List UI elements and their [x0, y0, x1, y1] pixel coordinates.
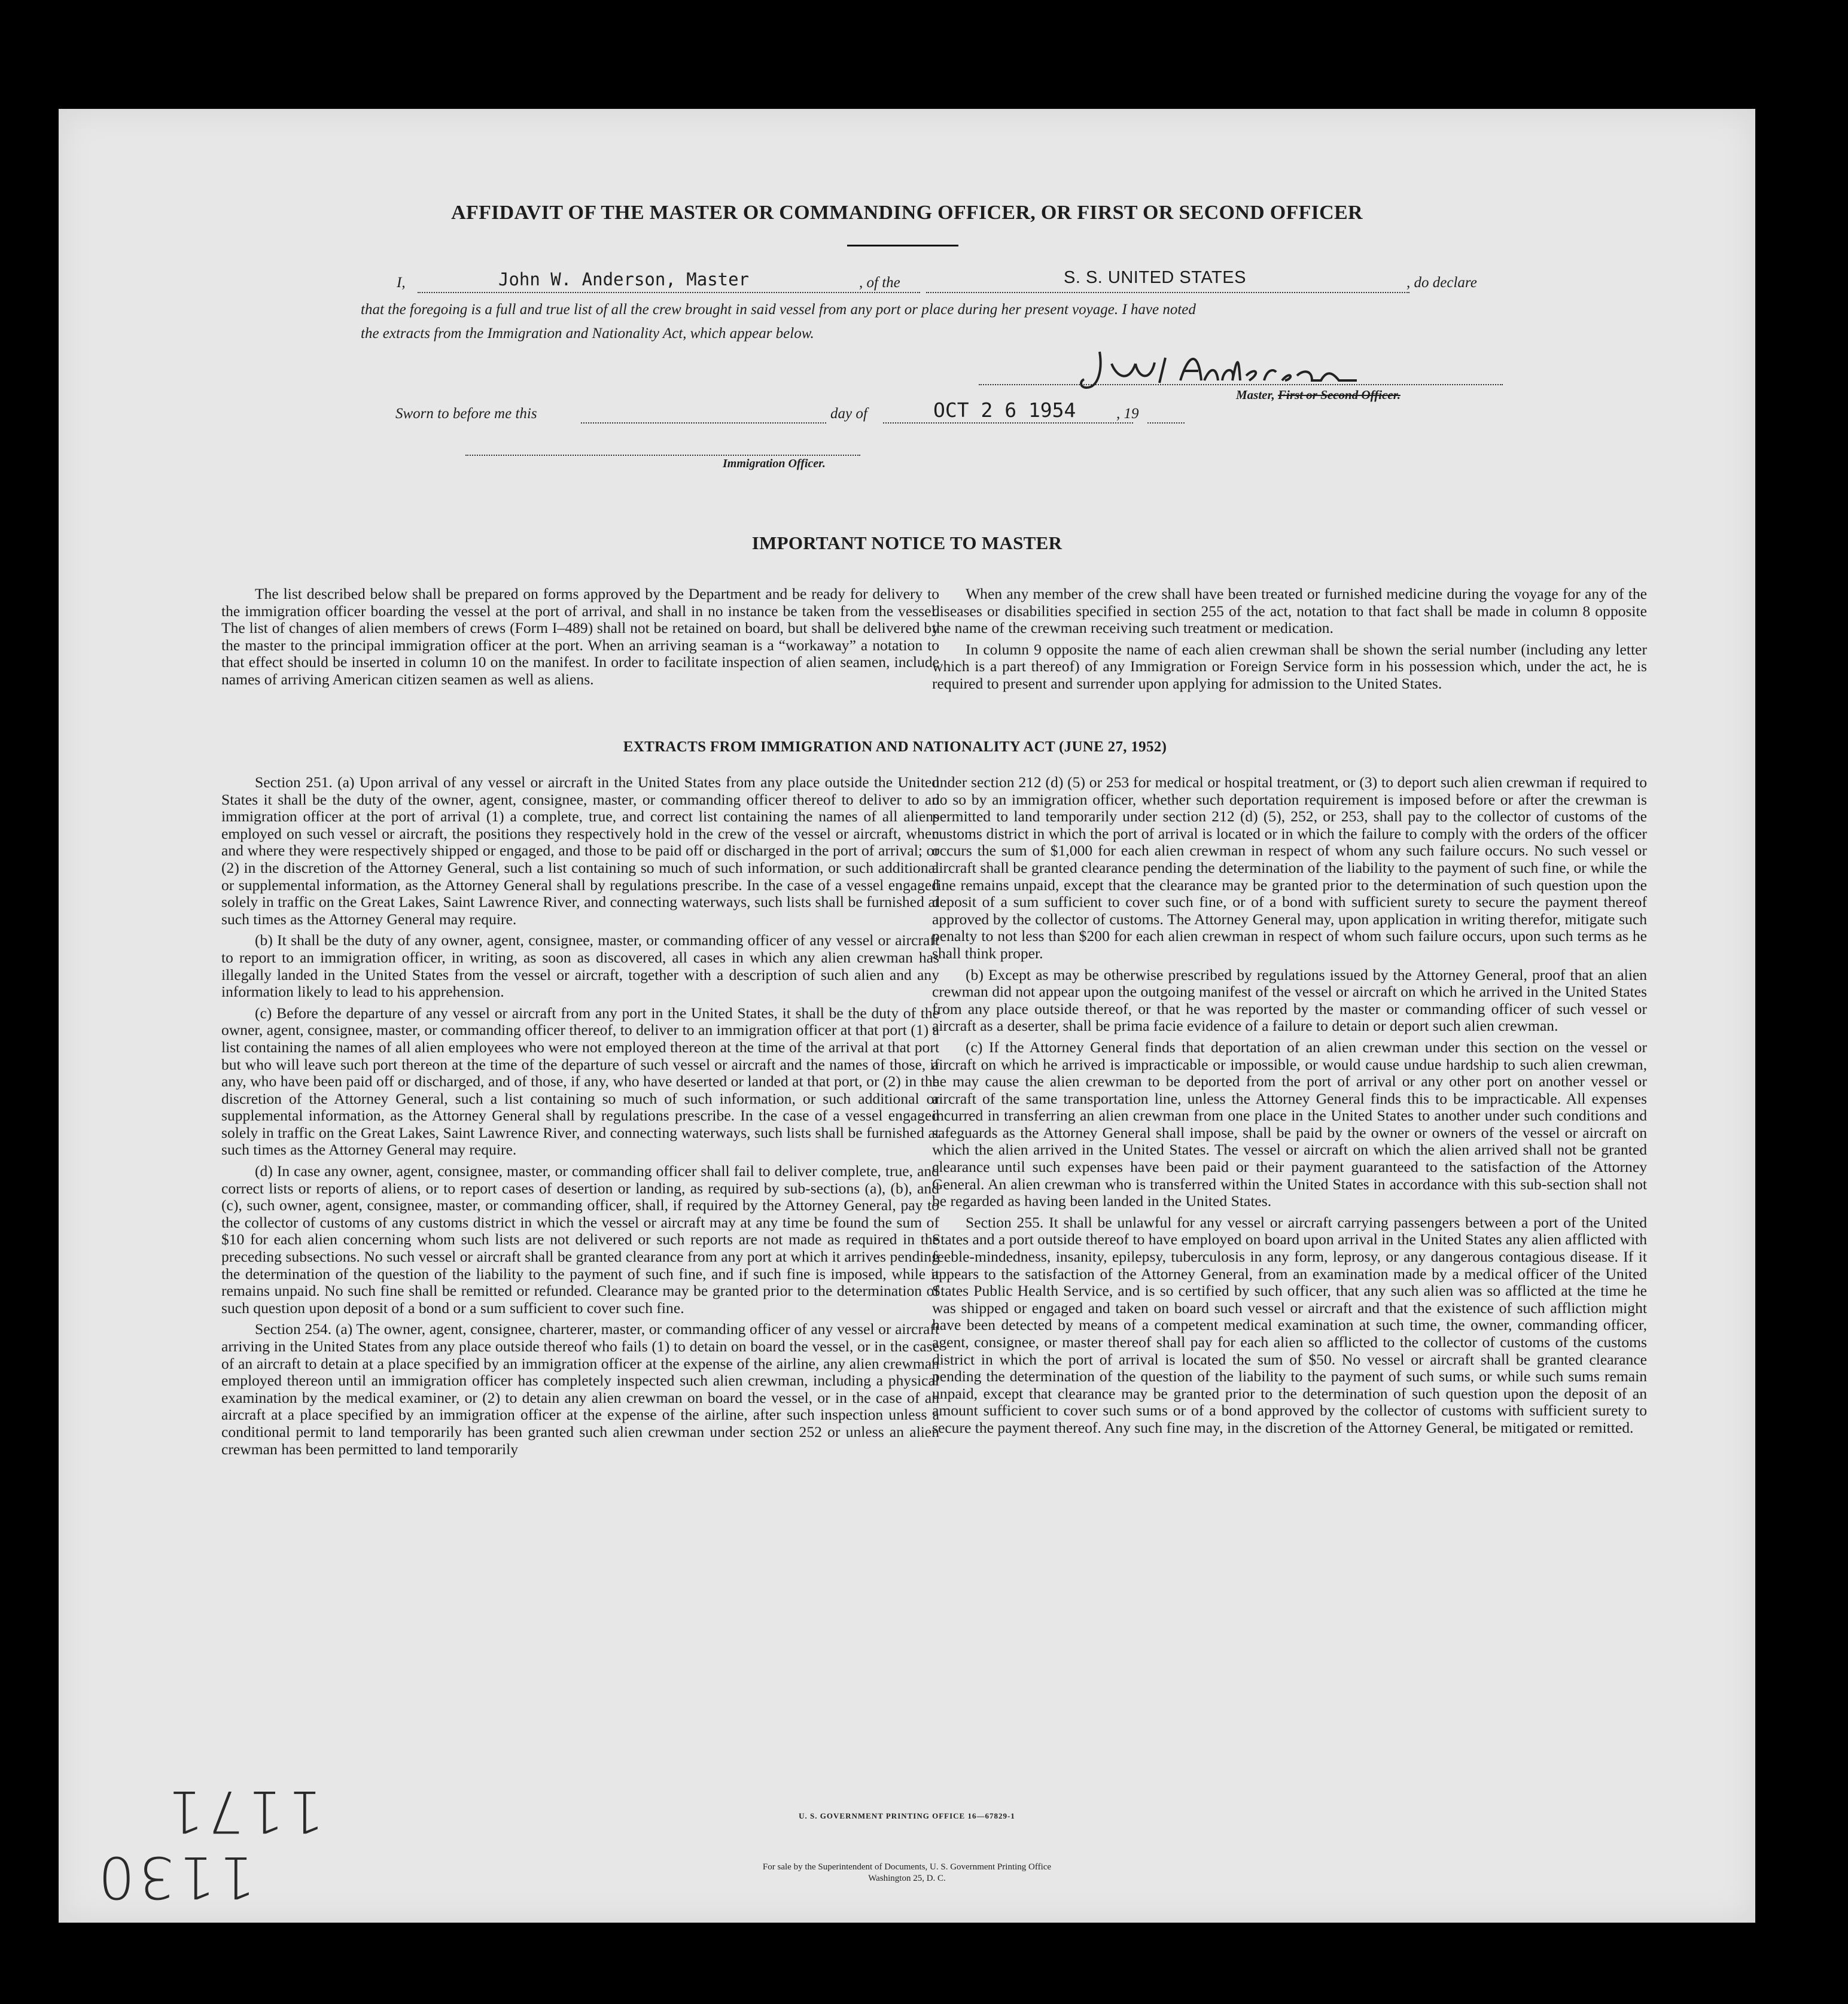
vessel-name-field: S. S. UNITED STATES: [1064, 268, 1246, 287]
sworn-blank: [581, 422, 826, 424]
section-251-d: (d) In case any owner, agent, consignee, master, or commanding officer shall fail to deliver complete, true, and correct lists or reports of aliens, or to report cases of desertion or landing, as required by sub-sections (a), (b), and (c), such owner, agent, consignee, master, or commanding officer, shall, if required by the Attorney General, pay to the collector of customs of any customs district in which the vessel or aircraft may at any time be found the sum of $10 for each alien concerning whom such lists are not delivered or such reports are not made as required in the preceding subsections. No such vessel or aircraft shall be granted clearance from any port at which it arrives pending the determination of the question of the liability to the payment of such fine, and if such fine is imposed, while it remains unpaid. No such fine shall be remitted or refunded. Clearance may be granted prior to the determination of such question upon deposit of a bond or a sum sufficient to cover such fine.: [221, 1162, 939, 1317]
affidavit-title: AFFIDAVIT OF THE MASTER OR COMMANDING OFFICER, OR FIRST OR SECOND OFFICER: [451, 202, 1363, 224]
vessel-blank: [926, 292, 1409, 293]
section-254-c: (c) If the Attorney General finds that deportation of an alien crewman under this section on the vessel or aircraft on which he arrived is impracticable or impossible, or would cause undue hardship to such alien crewman, he may cause the alien crewman to be deported from the port of arrival or any other port on another vessel or aircraft of the same transportation line, unless the Attorney General finds this to be impracticable. All expenses incurred in transferring an alien crewman from one place in the United States to another under such conditions and safeguards as the Attorney General shall impose, shall be paid by the owner or owners of the vessel or aircraft on which the alien arrived in the United States. The vessel or aircraft on which the alien arrived shall not be granted clearance until such expenses have been paid or their payment guaranteed to the satisfaction of the Attorney General. An alien crewman who is transferred within the United States in accordance with this sub-section shall not be regarded as having been landed in the United States.: [932, 1038, 1647, 1210]
margin-note-lower: 1130: [95, 1844, 255, 1911]
day-of-label: day of: [830, 406, 867, 422]
section-254-b: (b) Except as may be otherwise prescribed by regulations issued by the Attorney General, proof that an alien crewman did not appear upon the outgoing manifest of the vessel or aircraft on which he arrived in the United States from any place outside thereof, or that he was reported by the master or commanding officer of such vessel or aircraft as a deserter, shall be prima facie evidence of a failure to detain or deport such alien crewman.: [932, 966, 1647, 1035]
section-251-a: Section 251. (a) Upon arrival of any vessel or aircraft in the United States from any place outside the United States it shall be the duty of the owner, agent, consignee, master, or commanding officer thereof to deliver to an immigration officer at the port of arrival (1) a complete, true, and correct list containing the names of all aliens employed on such vessel or aircraft, the positions they respectively hold in the crew of the vessel or aircraft, when and where they were respectively shipped or engaged, and those to be paid off or discharged in the port of arrival; or (2) in the discretion of the Attorney General, such a list containing so much of such information, or such additional or supplemental information, as the Attorney General shall by regulations prescribe. In the case of a vessel engaged solely in traffic on the Great Lakes, Saint Lawrence River, and connecting waterways, such lists shall be furnished at such times as the Attorney General may require.: [221, 773, 939, 928]
year-prefix: , 19: [1116, 406, 1139, 422]
section-251-b: (b) It shall be the duty of any owner, agent, consignee, master, or commanding officer of any vessel or aircraft to report to an immigration officer, in writing, as soon as discovered, all cases in which any alien crewman has illegally landed in the United States from the vessel or aircraft, together with a description of such alien and any information likely to lead to his apprehension.: [221, 931, 939, 1001]
extracts-left-column: [221, 774, 939, 1462]
sale-footer: [59, 1862, 1755, 1884]
printer-line: U. S. GOVERNMENT PRINTING OFFICE 16—67829-1: [799, 1811, 1015, 1820]
master-name-field: John W. Anderson, Master: [498, 269, 750, 290]
officer-line: [465, 455, 860, 456]
extracts-heading: EXTRACTS FROM IMMIGRATION AND NATIONALITY ACT (JUNE 27, 1952): [623, 739, 1167, 755]
notice-right-column: [932, 586, 1647, 697]
sale-footer-line-1: For sale by the Superintendent of Documents, U. S. Government Printing Office: [762, 1862, 1052, 1872]
section-251-c: (c) Before the departure of any vessel or aircraft from any port in the United States, it shall be the duty of the owner, agent, consignee, master, or commanding officer thereof, to deliver to an immigration officer at that port (1) a list containing the names of all alien employees who were not employed thereon at the time of the arrival at that port but who will leave such port thereon at the time of the departure of such vessel or aircraft and the names of those, if any, who have been paid off or discharged, and of those, if any, who have deserted or landed at that port, or (2) in the discretion of the Attorney General, such a list containing so much of such information, or such additional or supplemental information, as the Attorney General shall by regulations prescribe. In the case of a vessel engaged solely in traffic on the Great Lakes, Saint Lawrence River, and connecting waterways, such lists shall be furnished at such times as the Attorney General may require.: [221, 1004, 939, 1159]
notice-left-paragraph: The list described below shall be prepared on forms approved by the Department and be ready for delivery to the immigration officer boarding the vessel at the port of arrival, and shall in no instance be taken from the vessel. The list of changes of alien members of crews (Form I–489) shall not be retained on board, but shall be delivered by the master to the principal immigration officer at the port. When an arriving seaman is a “workaway” a notation to that effect should be inserted in column 10 on the manifest. In order to facilitate inspection of alien seamen, include names of arriving American citizen seamen as well as aliens.: [221, 585, 939, 688]
declare-prefix: I,: [397, 275, 406, 291]
declare-line-2: that the foregoing is a full and true list of all the crew brought in said vessel from any port or place during her present voyage. I have noted: [361, 301, 1196, 318]
margin-note-upper: 1171: [163, 1778, 324, 1845]
year-blank: [1147, 422, 1185, 424]
title-rule: [847, 245, 958, 246]
signature-caption: Master, First or Second Officer.: [1236, 388, 1401, 402]
declare-suffix: , do declare: [1406, 275, 1477, 291]
sworn-label: Sworn to before me this: [395, 406, 537, 422]
section-254-a: Section 254. (a) The owner, agent, consignee, charterer, master, or commanding officer of any vessel or aircraft arriving in the United States from any place outside thereof who fails (1) to detain on board the vessel, or in the case of an aircraft to detain at a place specified by an immigration officer at the expense of the airline, any alien crewman employed thereon until an immigration officer has completely inspected such alien crewman, including a physical examination by the medical examiner, or (2) to detain any alien crewman on board the vessel, or in the case of an aircraft at a place specified by an immigration officer at the expense of the airline, after such inspection unless a conditional permit to land temporarily has been granted such alien crewman under section 252 or unless an alien crewman has been permitted to land temporarily: [221, 1320, 939, 1458]
notice-right-paragraph-1: When any member of the crew shall have been treated or furnished medicine during the voyage for any of the diseases or disabilities specified in section 255 of the act, notation to that fact shall be made in column 8 opposite the name of the crewman receiving such treatment or medication.: [932, 585, 1647, 637]
of-the-label: , of the: [859, 275, 900, 291]
declare-line-3: the extracts from the Immigration and Nationality Act, which appear below.: [361, 325, 814, 342]
name-blank: [418, 292, 920, 293]
sale-footer-line-2: Washington 25, D. C.: [868, 1874, 946, 1883]
document-page: [59, 109, 1755, 1923]
section-254-a-continued: under section 212 (d) (5) or 253 for medical or hospital treatment, or (3) to deport such alien crewman if required to do so by an immigration officer, whether such deportation requirement is imposed before or after the crewman is permitted to land temporarily under section 212 (d) (5), 252, or 253, shall pay to the collector of customs of the customs district in which the port of arrival is located or in which the failure to comply with the orders of the officer occurs the sum of $1,000 for each alien crewman in respect of whom any such failure occurs. No such vessel or aircraft shall be granted clearance pending the determination of the liability to the payment of such fine, or while the fine remains unpaid, except that the clearance may be granted prior to the determination of such question upon the deposit of a sum sufficient to cover such fine, or of a bond with sufficient surety to secure the payment thereof approved by the collector of customs. The Attorney General may, upon application in writing therefor, mitigate such penalty to not less than $200 for each alien crewman in respect of whom such failure occurs, upon such terms as he shall think proper.: [932, 773, 1647, 962]
notice-left-column: [221, 586, 939, 693]
date-stamp: OCT 2 6 1954: [933, 398, 1076, 422]
extracts-right-column: [932, 774, 1647, 1441]
notice-heading: IMPORTANT NOTICE TO MASTER: [751, 532, 1062, 553]
officer-caption: Immigration Officer.: [723, 457, 826, 470]
date-blank: [883, 422, 1133, 424]
section-255: Section 255. It shall be unlawful for any vessel or aircraft carrying passengers between a port of the United States and a port outside thereof to have employed on board upon arrival in the United States any alien afflicted with feeble-mindedness, insanity, epilepsy, tuberculosis in any form, leprosy, or any dangerous contagious disease. If it appears to the satisfaction of the Attorney General, from an examination made by a medical officer of the United States Public Health Service, and is so certified by such officer, that any such alien was so afflicted at the time he was shipped or engaged and taken on board such vessel or aircraft and that the existence of such affliction might have been detected by means of a competent medical examination at such time, the owner, commanding officer, agent, consignee, or master thereof shall pay for each alien so afflicted to the collector of customs of the customs district in which the port of arrival is located the sum of $50. No vessel or aircraft shall be granted clearance pending the determination of the question of the liability to the payment of such sums, or while such sums remain unpaid, except that clearance may be granted prior to the determination of such question upon the deposit of an amount sufficient to cover such sums or of a bond approved by the collector of customs with sufficient surety to secure the payment thereof. Any such fine may, in the discretion of the Attorney General, be mitigated or remitted.: [932, 1213, 1647, 1436]
notice-right-paragraph-2: In column 9 opposite the name of each alien crewman shall be shown the serial number (including any letter which is a part thereof) of any Immigration or Foreign Service form in his possession which, under the act, he is required to present and surrender upon applying for admission to the United States.: [932, 640, 1647, 692]
